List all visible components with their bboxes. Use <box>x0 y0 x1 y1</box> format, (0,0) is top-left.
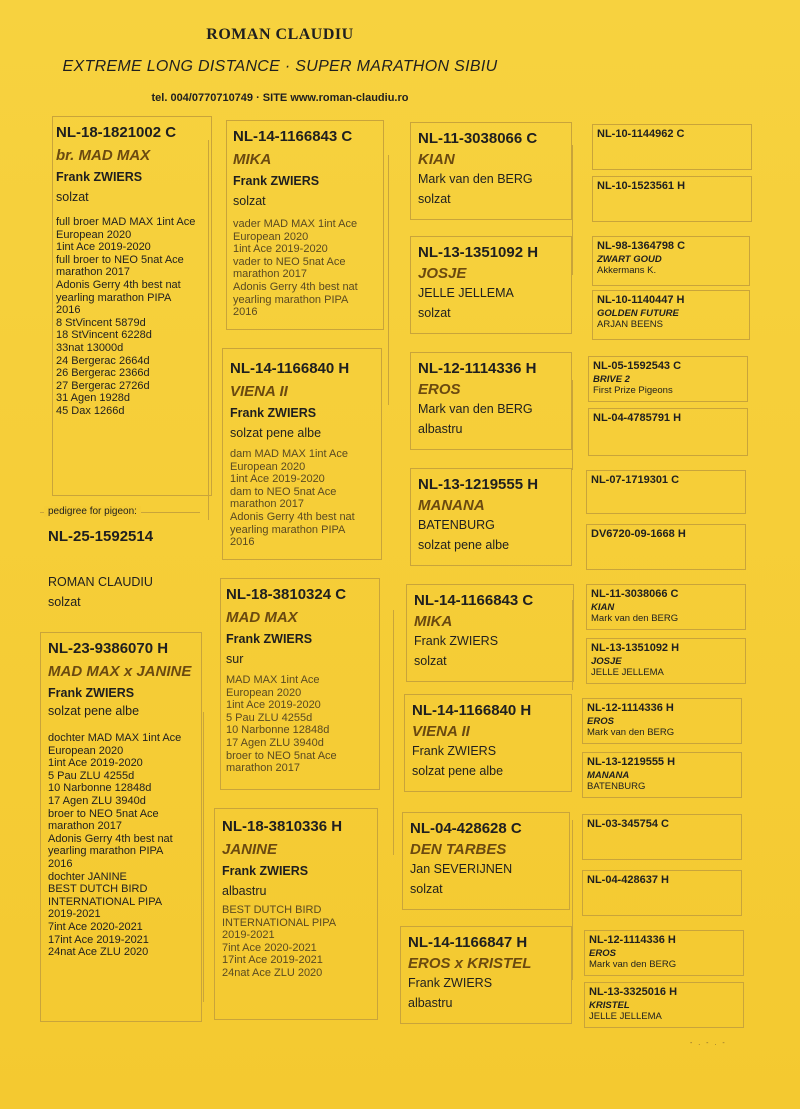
note-line: 17int Ace 2019-2021 <box>222 954 323 967</box>
breeder-title: ROMAN CLAUDIU <box>206 26 354 43</box>
gggp-ring: NL-11-3038066 C <box>591 588 679 600</box>
note-line: dam MAD MAX 1int Ace <box>230 448 348 460</box>
note-line: 17 Agen ZLU 3940d <box>226 736 324 749</box>
note-line: 26 Bergerac 2366d <box>56 367 150 380</box>
note-line: 1int Ace 2019-2020 <box>56 241 151 254</box>
gp-name: MIKA <box>233 151 272 168</box>
ggp-name: JOSJE <box>418 265 467 282</box>
note-line: 2019-2021 <box>48 908 101 921</box>
note-line: yearling marathon PIPA <box>230 523 346 536</box>
subject-color: solzat <box>48 595 81 609</box>
gggp-owner: Akkermans K. <box>597 265 657 276</box>
gggp-ring: NL-03-345754 C <box>587 818 669 830</box>
gggp-ring: NL-04-4785791 H <box>593 412 682 424</box>
ggp-owner: Frank ZWIERS <box>414 634 499 648</box>
ggp-ring: NL-11-3038066 C <box>418 130 538 147</box>
subject-card <box>48 528 153 609</box>
gp-ring: NL-18-3810336 H <box>222 818 343 835</box>
gggp-card <box>587 702 674 738</box>
ggp-ring: NL-13-1219555 H <box>418 476 539 493</box>
dam-color: solzat pene albe <box>48 704 140 718</box>
gp-owner: Frank ZWIERS <box>226 632 313 646</box>
pedigree-for-label: pedigree for pigeon: <box>44 506 141 517</box>
gp-ring: NL-14-1166840 H <box>230 360 350 377</box>
gggp-owner: Mark van den BERG <box>591 613 679 624</box>
note-line: 7int Ace 2020-2021 <box>48 920 143 933</box>
ggp-owner: Frank ZWIERS <box>412 744 497 758</box>
ggp-color: solzat pene albe <box>418 538 510 552</box>
gp3-card <box>226 586 346 775</box>
ggp-ring: NL-04-428628 C <box>410 820 522 837</box>
gp-color: sur <box>226 652 244 666</box>
ggp-name: EROS <box>418 381 461 398</box>
gp-notes <box>226 674 346 775</box>
note-line: vader MAD MAX 1int Ace <box>233 218 358 230</box>
ggp-card <box>418 244 538 320</box>
note-line: BEST DUTCH BIRD <box>48 883 148 896</box>
note-line: broer to NEO 5nat Ace <box>226 749 337 762</box>
gggp-card <box>589 934 676 970</box>
connector-line <box>572 380 573 470</box>
note-line: INTERNATIONAL PIPA <box>48 895 163 908</box>
note-line: 2016 <box>233 306 258 319</box>
gggp-card <box>587 874 669 888</box>
contact-line: tel. 004/0770710749 · SITE www.roman-claudiu.ro <box>151 92 409 104</box>
note-line: BEST DUTCH BIRD <box>222 904 322 916</box>
note-line: 2019-2021 <box>222 929 275 942</box>
note-line: 1int Ace 2019-2020 <box>48 757 143 770</box>
ggp-ring: NL-12-1114336 H <box>418 360 537 377</box>
note-line: marathon 2017 <box>233 268 307 281</box>
note-line: Adonis Gerry 4th best nat <box>233 280 358 293</box>
gggp-card <box>587 818 669 832</box>
subject-ring: NL-25-1592514 <box>48 528 154 545</box>
gggp-name: EROS <box>589 948 616 959</box>
note-line: European 2020 <box>233 230 309 243</box>
note-line: yearling marathon PIPA <box>48 845 164 858</box>
note-line: Adonis Gerry 4th best nat <box>56 278 181 291</box>
note-line: 2016 <box>56 304 81 317</box>
gggp-card <box>597 240 685 276</box>
ggp-owner: JELLE JELLEMA <box>418 286 514 300</box>
note-line: yearling marathon PIPA <box>56 291 172 304</box>
dam-owner: Frank ZWIERS <box>48 686 135 700</box>
gp-ring: NL-18-3810324 C <box>226 586 347 603</box>
note-line: marathon 2017 <box>56 266 130 279</box>
ggp-card <box>410 820 522 896</box>
ggp-name: VIENA II <box>412 723 470 740</box>
gggp-card <box>591 588 678 624</box>
note-line: 24 Bergerac 2664d <box>56 354 150 367</box>
connector-line <box>203 712 204 1002</box>
note-line: 2016 <box>230 536 255 549</box>
gggp-card <box>597 128 684 142</box>
gggp-owner: Mark van den BERG <box>587 727 675 738</box>
note-line: INTERNATIONAL PIPA <box>222 916 337 929</box>
note-line: broer to NEO 5nat Ace <box>48 807 159 820</box>
note-line: vader to NEO 5nat Ace <box>233 255 346 268</box>
dam-name: MAD MAX x JANINE <box>48 663 192 680</box>
gp-name: JANINE <box>222 841 278 858</box>
connector-line <box>388 155 389 405</box>
gp-name: VIENA II <box>230 383 288 400</box>
ggp-card <box>414 592 533 668</box>
note-line: full broer MAD MAX 1int Ace <box>56 216 196 228</box>
ggp-owner: BATENBURG <box>418 518 495 532</box>
note-line: 24nat Ace ZLU 2020 <box>222 966 323 979</box>
ggp-card <box>418 476 538 552</box>
note-line: marathon 2017 <box>226 762 300 775</box>
note-line: 7int Ace 2020-2021 <box>222 941 317 954</box>
dam-notes <box>48 732 191 959</box>
note-line: 5 Pau ZLU 4255d <box>226 711 313 724</box>
subject-owner: ROMAN CLAUDIU <box>48 575 153 589</box>
sire-owner: Frank ZWIERS <box>56 170 143 184</box>
connector-line <box>572 820 573 980</box>
note-line: European 2020 <box>230 460 306 473</box>
gggp-card <box>597 294 684 330</box>
breeder-subtitle: EXTREME LONG DISTANCE · SUPER MARATHON SIBIU <box>62 58 498 75</box>
gp-owner: Frank ZWIERS <box>230 406 317 420</box>
note-line: 10 Narbonne 12848d <box>226 724 330 737</box>
ggp-name: DEN TARBES <box>410 841 507 858</box>
gggp-card <box>591 642 679 678</box>
gggp-ring: NL-13-3325016 H <box>589 986 678 998</box>
dam-card <box>48 640 191 959</box>
gggp-name: GOLDEN FUTURE <box>597 308 679 319</box>
page-mark: - . - . - <box>690 1040 727 1047</box>
gp2-card <box>230 360 355 549</box>
ggp-ring: NL-13-1351092 H <box>418 244 539 261</box>
gggp-card <box>597 180 685 194</box>
gggp-ring: NL-07-1719301 C <box>591 474 680 486</box>
note-line: 2016 <box>48 857 73 870</box>
sire-ring: NL-18-1821002 C <box>56 124 177 141</box>
note-line: 10 Narbonne 12848d <box>48 782 152 795</box>
gggp-name: JOSJE <box>591 656 622 667</box>
gp-notes <box>230 448 355 549</box>
note-line: 5 Pau ZLU 4255d <box>48 769 135 782</box>
gggp-card <box>589 986 677 1022</box>
note-line: European 2020 <box>48 744 124 757</box>
note-line: 31 Agen 1928d <box>56 392 131 405</box>
ggp-card <box>418 360 536 436</box>
ggp-color: solzat <box>410 882 443 896</box>
note-line: dam to NEO 5nat Ace <box>230 485 337 498</box>
sire-color: solzat <box>56 190 89 204</box>
ggp-name: KIAN <box>418 151 455 168</box>
note-line: 24nat Ace ZLU 2020 <box>48 946 149 959</box>
gggp-ring: NL-05-1592543 C <box>593 360 682 372</box>
note-line: 1int Ace 2019-2020 <box>230 473 325 486</box>
note-line: Adonis Gerry 4th best nat <box>230 510 355 523</box>
gp-color: solzat pene albe <box>230 426 322 440</box>
gggp-ring: NL-10-1144962 C <box>597 128 685 140</box>
sire-card <box>56 124 195 418</box>
note-line: 17 Agen ZLU 3940d <box>48 794 146 807</box>
gp-notes <box>222 904 342 980</box>
ggp-ring: NL-14-1166840 H <box>412 702 532 719</box>
note-line: 1int Ace 2019-2020 <box>233 243 328 256</box>
gggp-owner: JELLE JELLEMA <box>591 667 664 678</box>
ggp-owner: Mark van den BERG <box>418 172 533 186</box>
note-line: 45 Dax 1266d <box>56 404 125 417</box>
ggp-card <box>408 934 531 1010</box>
gp-color: albastru <box>222 884 267 898</box>
gggp-ring: NL-12-1114336 H <box>587 702 674 714</box>
gggp-ring: NL-04-428637 H <box>587 874 669 886</box>
ggp-color: albastru <box>408 996 453 1010</box>
ggp-name: MIKA <box>414 613 453 630</box>
gp-ring: NL-14-1166843 C <box>233 128 353 145</box>
ggp-color: solzat <box>418 306 451 320</box>
note-line: 27 Bergerac 2726d <box>56 379 150 392</box>
gggp-owner: Mark van den BERG <box>589 959 677 970</box>
dam-ring: NL-23-9386070 H <box>48 640 169 657</box>
gggp-ring: NL-12-1114336 H <box>589 934 676 946</box>
gggp-ring: NL-13-1219555 H <box>587 756 676 768</box>
gggp-ring: NL-98-1364798 C <box>597 240 686 252</box>
gggp-card <box>591 474 679 488</box>
note-line: 8 StVincent 5879d <box>56 316 146 329</box>
note-line: MAD MAX 1int Ace <box>226 674 320 686</box>
ggp-color: solzat <box>414 654 447 668</box>
gggp-name: MANANA <box>587 770 630 781</box>
gggp-name: KIAN <box>591 602 615 613</box>
gp4-card <box>222 818 342 980</box>
note-line: European 2020 <box>56 228 132 241</box>
gp-notes <box>233 218 358 319</box>
note-line: 1int Ace 2019-2020 <box>226 699 321 712</box>
gggp-name: BRIVE 2 <box>593 374 630 385</box>
ggp-owner: Jan SEVERIJNEN <box>410 862 513 876</box>
gp-owner: Frank ZWIERS <box>222 864 309 878</box>
gggp-owner: First Prize Pigeons <box>593 385 673 396</box>
ggp-ring: NL-14-1166847 H <box>408 934 528 951</box>
gggp-card <box>591 528 686 542</box>
ggp-card <box>418 130 537 206</box>
gggp-name: ZWART GOUD <box>597 254 662 265</box>
note-line: full broer to NEO 5nat Ace <box>56 253 184 266</box>
sire-name: br. MAD MAX <box>56 147 151 164</box>
gggp-ring: NL-10-1140447 H <box>597 294 685 306</box>
gggp-name: EROS <box>587 716 614 727</box>
gggp-card <box>593 412 681 426</box>
gggp-card <box>593 360 681 396</box>
ggp-name: MANANA <box>418 497 485 514</box>
note-line: 33nat 13000d <box>56 341 124 354</box>
note-line: European 2020 <box>226 686 302 699</box>
gp-name: MAD MAX <box>226 609 298 626</box>
gp-owner: Frank ZWIERS <box>233 174 320 188</box>
ggp-owner: Mark van den BERG <box>418 402 533 416</box>
gggp-ring: DV6720-09-1668 H <box>591 528 686 540</box>
gggp-ring: NL-10-1523561 H <box>597 180 686 192</box>
ggp-card <box>412 702 531 778</box>
ggp-owner: Frank ZWIERS <box>408 976 493 990</box>
connector-line <box>572 145 573 275</box>
sire-notes <box>56 216 195 418</box>
note-line: marathon 2017 <box>230 498 304 511</box>
gggp-owner: ARJAN BEENS <box>597 319 663 330</box>
ggp-color: solzat pene albe <box>412 764 504 778</box>
connector-line <box>393 610 394 855</box>
gggp-card <box>587 756 675 792</box>
gp-color: solzat <box>233 194 266 208</box>
gggp-owner: JELLE JELLEMA <box>589 1011 662 1022</box>
ggp-name: EROS x KRISTEL <box>408 955 532 972</box>
note-line: dochter MAD MAX 1int Ace <box>48 732 182 744</box>
gggp-ring: NL-13-1351092 H <box>591 642 680 654</box>
gp1-card <box>233 128 358 319</box>
note-line: 17int Ace 2019-2021 <box>48 933 149 946</box>
gggp-name: KRISTEL <box>589 1000 630 1011</box>
note-line: 18 StVincent 6228d <box>56 329 152 342</box>
note-line: Adonis Gerry 4th best nat <box>48 832 173 845</box>
note-line: marathon 2017 <box>48 820 122 833</box>
ggp-color: solzat <box>418 192 451 206</box>
note-line: dochter JANINE <box>48 870 127 883</box>
note-line: yearling marathon PIPA <box>233 293 349 306</box>
ggp-ring: NL-14-1166843 C <box>414 592 534 609</box>
gggp-owner: BATENBURG <box>587 781 646 792</box>
ggp-color: albastru <box>418 422 463 436</box>
